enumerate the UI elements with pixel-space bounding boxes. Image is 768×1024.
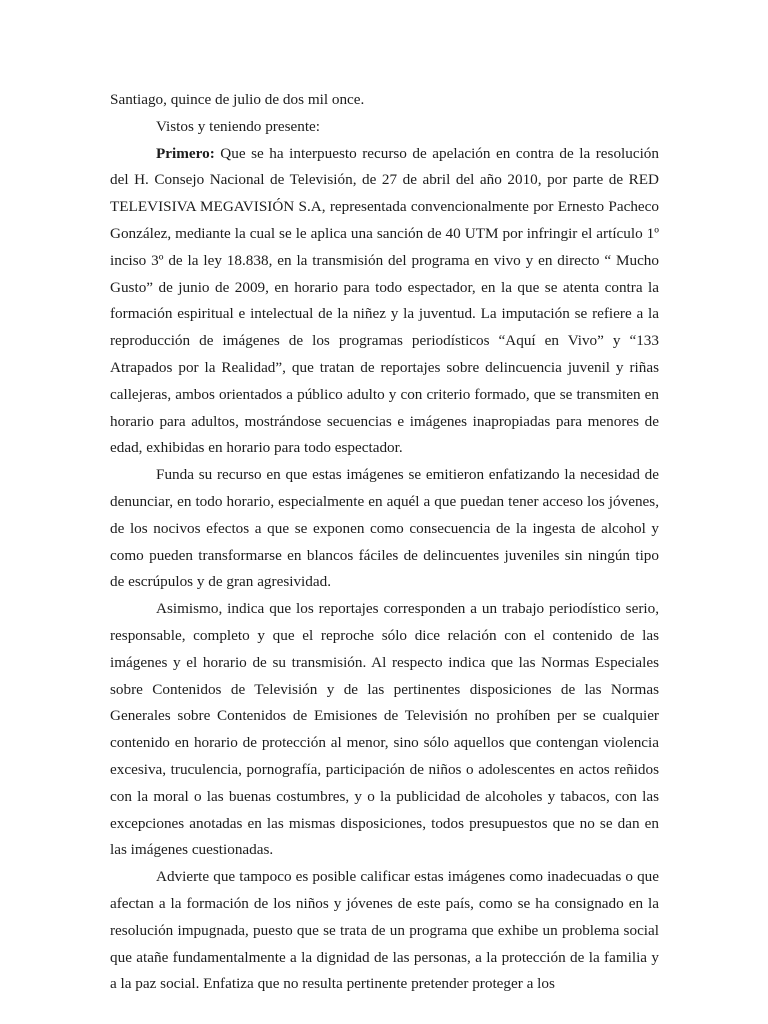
vistos-line: Vistos y teniendo presente: (156, 117, 321, 135)
paragraph-primero (110, 141, 659, 463)
primero-body: Que se ha interpuesto recurso de apelación en contra de la resolución del H. Consejo Nacional de Televisión, de 27 de abril del año 2010, por parte de RED TELEVISIVA MEGAVISIÓN S.A, representada convencionalmente por Ernesto Pacheco González, mediante la cual se le aplica una sanción de 40 UTM por infringir el artículo 1º inciso 3º de la ley 18.838, en la transmisión del programa en vivo y en directo “ Mucho Gusto” de junio de 2009, en horario para todo espectador, en la que se atenta contra la formación espiritual e intelectual de la niñez y la juventud. La imputación se refiere a la reproducción de imágenes de los programas periodísticos “Aquí en Vivo” y “133 Atrapados por la Realidad”, que tratan de reportajes sobre delincuencia juvenil y riñas callejeras, ambos orientados a público adulto y con criterio formado, que se transmiten en horario para adultos, mostrándose secuencias e imágenes inapropiadas para menores de edad, exhibidas en horario para todo espectador. (110, 144, 659, 457)
paragraph-asimismo: Asimismo, indica que los reportajes corresponden a un trabajo periodístico serio, responsable, completo y que el reproche sólo dice relación con el contenido de las imágenes y el horario de su transmisión. Al respecto indica que las Normas Especiales sobre Contenidos de Televisión y de las pertinentes disposiciones de las Normas Generales sobre Contenidos de Emisiones de Televisión no prohíben per se cualquier contenido en horario de protección al menor, sino sólo aquellos que contengan violencia excesiva, truculencia, pornografía, participación de niños o adolescentes en actos reñidos con la moral o las buenas costumbres, y o la publicidad de alcoholes y tabacos, con las excepciones anotadas en las mismas disposiciones, todos presupuestos que no se dan en las imágenes cuestionadas. (110, 600, 659, 859)
date-line: Santiago, quince de julio de dos mil once. (110, 91, 365, 108)
paragraph-advierte: Advierte que tampoco es posible calificar estas imágenes como inadecuadas o que afectan a la formación de los niños y jóvenes de este país, como se ha consignado en la resolución impugnada, puesto que se trata de un programa que exhibe un problema social que atañe fundamentalmente a la dignidad de las personas, a la protección de la familia y a la paz social. Enfatiza que no resulta pertinente pretender proteger a los (110, 868, 659, 993)
primero-heading: Primero: (156, 144, 215, 162)
paragraph-funda: Funda su recurso en que estas imágenes se emitieron enfatizando la necesidad de denunciar, en todo horario, especialmente en aquél a que puedan tener acceso los jóvenes, de los nocivos efectos a que se exponen como consecuencia de la ingesta de alcohol y como pueden transformarse en blancos fáciles de delincuentes juveniles sin ningún tipo de escrúpulos y de gran agresividad. (110, 466, 659, 591)
document-body (110, 87, 659, 998)
